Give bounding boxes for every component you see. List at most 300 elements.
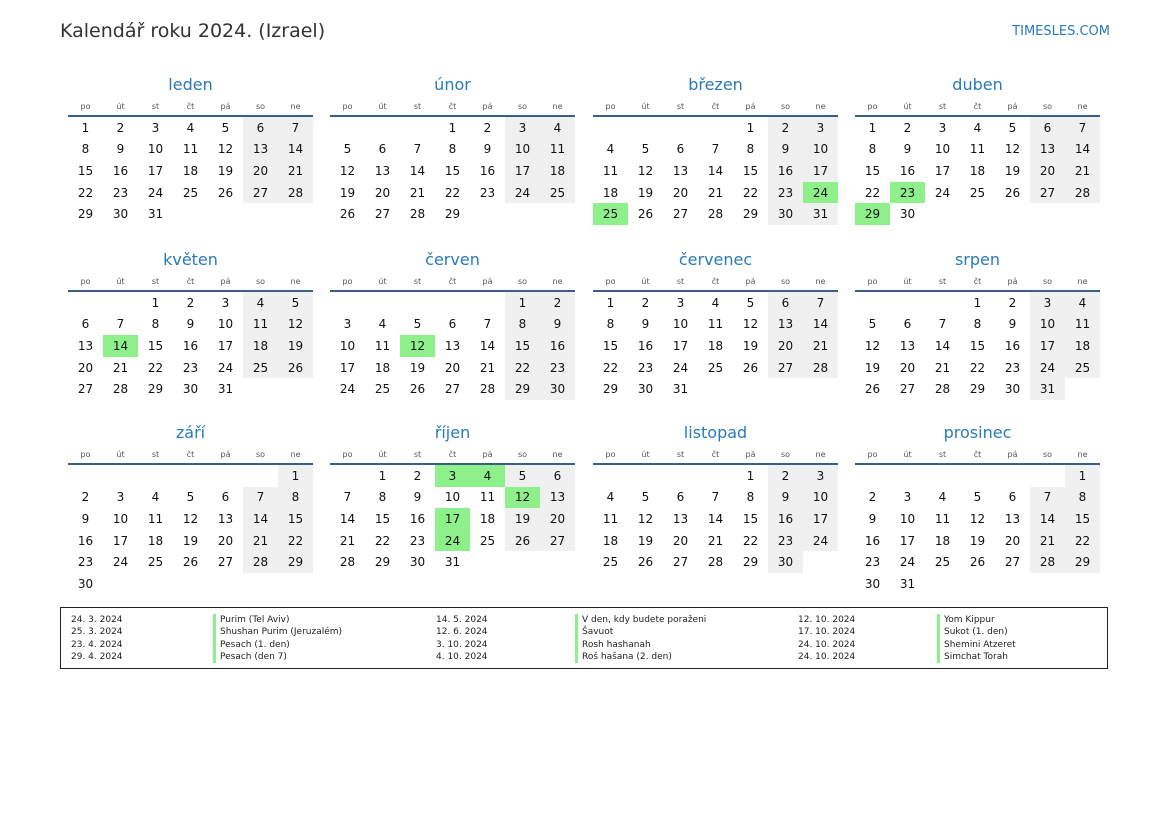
weekday-header: so bbox=[505, 445, 540, 464]
day-cell: 5 bbox=[868, 317, 877, 332]
day-cell: 13 bbox=[672, 163, 689, 178]
weekday-header: pá bbox=[995, 272, 1030, 291]
day-cell: 29 bbox=[855, 203, 890, 225]
legend-holiday-name: Pesach (1. den) bbox=[220, 639, 290, 650]
day-cell: 24 bbox=[934, 185, 951, 200]
empty-cell bbox=[208, 573, 243, 595]
site-link[interactable]: TIMESLES.COM bbox=[1012, 24, 1110, 39]
day-cell: 15 bbox=[374, 511, 391, 526]
month-table bbox=[855, 97, 1100, 225]
empty-cell bbox=[173, 203, 208, 225]
day-cell: 22 bbox=[374, 533, 391, 548]
legend-date: 17. 10. 2024 bbox=[798, 627, 856, 638]
day-cell: 26 bbox=[969, 555, 986, 570]
day-cell: 4 bbox=[540, 116, 575, 139]
day-cell: 2 bbox=[641, 295, 650, 310]
day-cell: 18 bbox=[540, 160, 575, 182]
weekday-header: út bbox=[365, 272, 400, 291]
weekday-header: st bbox=[400, 97, 435, 116]
day-cell: 4 bbox=[711, 295, 720, 310]
day-cell: 15 bbox=[742, 511, 759, 526]
day-cell: 4 bbox=[151, 490, 160, 505]
month-table bbox=[330, 445, 575, 573]
day-cell: 16 bbox=[182, 338, 199, 353]
day-cell: 18 bbox=[707, 338, 724, 353]
day-cell: 12 bbox=[217, 142, 234, 157]
empty-cell bbox=[995, 203, 1030, 225]
empty-cell bbox=[470, 291, 505, 314]
day-cell: 4 bbox=[1065, 291, 1100, 314]
legend-date: 24. 10. 2024 bbox=[798, 639, 856, 650]
day-cell: 20 bbox=[77, 360, 94, 375]
weekday-header: út bbox=[103, 272, 138, 291]
day-cell: 11 bbox=[969, 142, 986, 157]
day-cell: 21 bbox=[934, 360, 951, 375]
day-cell: 11 bbox=[374, 338, 391, 353]
day-cell: 19 bbox=[505, 508, 540, 530]
day-cell: 12 bbox=[339, 163, 356, 178]
weekday-header: po bbox=[593, 445, 628, 464]
weekday-header: ne bbox=[1065, 272, 1100, 291]
day-cell: 27 bbox=[374, 207, 391, 222]
day-cell: 18 bbox=[182, 163, 199, 178]
day-cell: 13 bbox=[672, 511, 689, 526]
day-cell: 7 bbox=[711, 490, 720, 505]
legend-holiday-name: V den, kdy budete poraženi bbox=[582, 615, 707, 625]
day-cell: 21 bbox=[1065, 160, 1100, 182]
day-cell: 23 bbox=[890, 182, 925, 204]
month-10 bbox=[330, 421, 575, 573]
empty-cell bbox=[68, 464, 103, 487]
month-table bbox=[855, 272, 1100, 400]
day-cell: 9 bbox=[768, 487, 803, 509]
weekday-header: ne bbox=[278, 445, 313, 464]
day-cell: 28 bbox=[1065, 182, 1100, 204]
day-cell: 9 bbox=[413, 490, 422, 505]
day-cell: 29 bbox=[77, 207, 94, 222]
day-cell: 22 bbox=[147, 360, 164, 375]
empty-cell bbox=[278, 573, 313, 595]
weekday-header: čt bbox=[435, 445, 470, 464]
day-cell: 25 bbox=[540, 182, 575, 204]
day-cell: 8 bbox=[151, 317, 160, 332]
month-table bbox=[68, 272, 313, 400]
weekday-header: po bbox=[855, 445, 890, 464]
day-cell: 5 bbox=[278, 291, 313, 314]
day-cell: 3 bbox=[343, 317, 352, 332]
day-cell: 28 bbox=[409, 207, 426, 222]
day-cell: 27 bbox=[540, 530, 575, 552]
day-cell: 2 bbox=[413, 468, 422, 483]
day-cell: 11 bbox=[147, 511, 164, 526]
weekday-header: čt bbox=[960, 445, 995, 464]
legend-date: 14. 5. 2024 bbox=[436, 615, 488, 625]
day-cell: 29 bbox=[742, 207, 759, 222]
day-cell: 4 bbox=[243, 291, 278, 314]
day-cell: 12 bbox=[400, 335, 435, 357]
day-cell: 16 bbox=[768, 508, 803, 530]
month-name: leden bbox=[168, 75, 213, 94]
day-cell: 10 bbox=[147, 142, 164, 157]
weekday-header: ne bbox=[803, 97, 838, 116]
empty-cell bbox=[435, 291, 470, 314]
weekday-header: út bbox=[890, 272, 925, 291]
weekday-header: pá bbox=[208, 272, 243, 291]
day-cell: 19 bbox=[969, 533, 986, 548]
day-cell: 17 bbox=[339, 360, 356, 375]
weekday-header: út bbox=[365, 445, 400, 464]
day-cell: 17 bbox=[672, 338, 689, 353]
day-cell: 5 bbox=[221, 120, 230, 135]
month-11 bbox=[593, 421, 838, 573]
empty-cell bbox=[1030, 464, 1065, 487]
day-cell: 24 bbox=[672, 360, 689, 375]
day-cell: 7 bbox=[483, 317, 492, 332]
weekday-header: po bbox=[855, 272, 890, 291]
empty-cell bbox=[138, 464, 173, 487]
empty-cell bbox=[803, 378, 838, 400]
day-cell: 24 bbox=[147, 185, 164, 200]
weekday-header: čt bbox=[173, 445, 208, 464]
day-cell: 23 bbox=[637, 360, 654, 375]
day-cell: 5 bbox=[1008, 120, 1017, 135]
day-cell: 2 bbox=[903, 120, 912, 135]
month-8 bbox=[855, 248, 1100, 400]
month-table bbox=[593, 272, 838, 400]
day-cell: 26 bbox=[182, 555, 199, 570]
weekday-header: ne bbox=[278, 272, 313, 291]
day-cell: 1 bbox=[151, 295, 160, 310]
month-name: srpen bbox=[954, 250, 1001, 269]
day-cell: 18 bbox=[374, 360, 391, 375]
day-cell: 9 bbox=[81, 511, 90, 526]
day-cell: 29 bbox=[969, 382, 986, 397]
day-cell: 30 bbox=[899, 207, 916, 222]
day-cell: 10 bbox=[803, 139, 838, 161]
day-cell: 13 bbox=[1030, 139, 1065, 161]
month-6 bbox=[330, 248, 575, 400]
weekday-header: so bbox=[1030, 445, 1065, 464]
day-cell: 7 bbox=[343, 490, 352, 505]
empty-cell bbox=[698, 116, 733, 139]
weekday-header: po bbox=[330, 97, 365, 116]
day-cell: 7 bbox=[938, 317, 947, 332]
day-cell: 29 bbox=[742, 555, 759, 570]
day-cell: 13 bbox=[444, 338, 461, 353]
day-cell: 18 bbox=[934, 533, 951, 548]
day-cell: 17 bbox=[803, 508, 838, 530]
month-table bbox=[855, 445, 1100, 595]
day-cell: 25 bbox=[969, 185, 986, 200]
legend-date: 12. 6. 2024 bbox=[436, 627, 488, 638]
day-cell: 1 bbox=[973, 295, 982, 310]
day-cell: 19 bbox=[182, 533, 199, 548]
day-cell: 30 bbox=[1004, 382, 1021, 397]
day-cell: 5 bbox=[505, 464, 540, 487]
empty-cell bbox=[855, 291, 890, 314]
month-9 bbox=[68, 421, 313, 595]
day-cell: 25 bbox=[1065, 357, 1100, 379]
day-cell: 8 bbox=[606, 317, 615, 332]
day-cell: 4 bbox=[606, 142, 615, 157]
weekday-header: čt bbox=[435, 97, 470, 116]
day-cell: 5 bbox=[973, 490, 982, 505]
day-cell: 16 bbox=[479, 163, 496, 178]
day-cell: 14 bbox=[409, 163, 426, 178]
day-cell: 10 bbox=[217, 317, 234, 332]
weekday-header: po bbox=[330, 445, 365, 464]
month-table bbox=[68, 97, 313, 225]
day-cell: 10 bbox=[672, 317, 689, 332]
day-cell: 26 bbox=[637, 207, 654, 222]
day-cell: 21 bbox=[707, 533, 724, 548]
day-cell: 7 bbox=[116, 317, 125, 332]
day-cell: 8 bbox=[448, 142, 457, 157]
day-cell: 21 bbox=[803, 335, 838, 357]
empty-cell bbox=[138, 573, 173, 595]
day-cell: 11 bbox=[934, 511, 951, 526]
day-cell: 16 bbox=[1004, 338, 1021, 353]
empty-cell bbox=[768, 378, 803, 400]
empty-cell bbox=[890, 464, 925, 487]
weekday-header: čt bbox=[698, 272, 733, 291]
month-name: listopad bbox=[683, 423, 748, 442]
day-cell: 15 bbox=[969, 338, 986, 353]
day-cell: 23 bbox=[182, 360, 199, 375]
day-cell: 20 bbox=[672, 533, 689, 548]
empty-cell bbox=[278, 378, 313, 400]
day-cell: 9 bbox=[1008, 317, 1017, 332]
day-cell: 1 bbox=[378, 468, 387, 483]
weekday-header: ne bbox=[540, 97, 575, 116]
day-cell: 3 bbox=[803, 464, 838, 487]
weekday-header: út bbox=[103, 445, 138, 464]
day-cell: 17 bbox=[217, 338, 234, 353]
day-cell: 21 bbox=[707, 185, 724, 200]
empty-cell bbox=[1065, 378, 1100, 400]
day-cell: 21 bbox=[339, 533, 356, 548]
day-cell: 9 bbox=[116, 142, 125, 157]
day-cell: 30 bbox=[540, 378, 575, 400]
day-cell: 15 bbox=[864, 163, 881, 178]
weekday-header: st bbox=[925, 97, 960, 116]
day-cell: 25 bbox=[479, 533, 496, 548]
day-cell: 13 bbox=[243, 139, 278, 161]
day-cell: 3 bbox=[151, 120, 160, 135]
day-cell: 21 bbox=[243, 530, 278, 552]
day-cell: 13 bbox=[768, 314, 803, 336]
month-2 bbox=[330, 73, 575, 225]
month-3 bbox=[593, 73, 838, 225]
weekday-header: čt bbox=[698, 445, 733, 464]
day-cell: 19 bbox=[278, 335, 313, 357]
day-cell: 21 bbox=[409, 185, 426, 200]
empty-cell bbox=[365, 116, 400, 139]
month-table bbox=[593, 445, 838, 573]
day-cell: 28 bbox=[278, 182, 313, 204]
day-cell: 27 bbox=[1004, 555, 1021, 570]
empty-cell bbox=[890, 291, 925, 314]
weekday-header: čt bbox=[173, 97, 208, 116]
day-cell: 11 bbox=[479, 490, 496, 505]
day-cell: 8 bbox=[81, 142, 90, 157]
weekday-header: st bbox=[138, 445, 173, 464]
day-cell: 11 bbox=[707, 317, 724, 332]
weekday-header: po bbox=[330, 272, 365, 291]
day-cell: 6 bbox=[676, 142, 685, 157]
day-cell: 1 bbox=[1065, 464, 1100, 487]
day-cell: 16 bbox=[540, 335, 575, 357]
day-cell: 1 bbox=[81, 120, 90, 135]
day-cell: 15 bbox=[742, 163, 759, 178]
day-cell: 20 bbox=[444, 360, 461, 375]
weekday-header: pá bbox=[208, 97, 243, 116]
empty-cell bbox=[960, 464, 995, 487]
day-cell: 10 bbox=[934, 142, 951, 157]
weekday-header: pá bbox=[470, 445, 505, 464]
day-cell: 31 bbox=[444, 555, 461, 570]
month-table bbox=[330, 272, 575, 400]
day-cell: 24 bbox=[803, 530, 838, 552]
day-cell: 3 bbox=[803, 116, 838, 139]
day-cell: 5 bbox=[343, 142, 352, 157]
day-cell: 10 bbox=[1030, 314, 1065, 336]
month-name: únor bbox=[434, 75, 471, 94]
day-cell: 15 bbox=[278, 508, 313, 530]
day-cell: 28 bbox=[479, 382, 496, 397]
empty-cell bbox=[505, 551, 540, 573]
day-cell: 31 bbox=[672, 382, 689, 397]
empty-cell bbox=[400, 116, 435, 139]
day-cell: 22 bbox=[505, 357, 540, 379]
day-cell: 31 bbox=[147, 207, 164, 222]
day-cell: 16 bbox=[409, 511, 426, 526]
day-cell: 11 bbox=[602, 511, 619, 526]
day-cell: 3 bbox=[221, 295, 230, 310]
day-cell: 17 bbox=[505, 160, 540, 182]
day-cell: 13 bbox=[899, 338, 916, 353]
day-cell: 19 bbox=[637, 533, 654, 548]
weekday-header: ne bbox=[803, 272, 838, 291]
legend-date: 25. 3. 2024 bbox=[71, 627, 123, 638]
day-cell: 30 bbox=[768, 203, 803, 225]
weekday-header: čt bbox=[960, 272, 995, 291]
day-cell: 1 bbox=[746, 468, 755, 483]
weekday-header: st bbox=[400, 445, 435, 464]
day-cell: 22 bbox=[278, 530, 313, 552]
legend-date: 29. 4. 2024 bbox=[71, 651, 123, 662]
day-cell: 29 bbox=[505, 378, 540, 400]
day-cell: 13 bbox=[217, 511, 234, 526]
day-cell: 31 bbox=[899, 576, 916, 591]
weekday-header: st bbox=[400, 272, 435, 291]
weekday-header: čt bbox=[435, 272, 470, 291]
day-cell: 25 bbox=[374, 382, 391, 397]
day-cell: 4 bbox=[938, 490, 947, 505]
day-cell: 29 bbox=[374, 555, 391, 570]
weekday-header: so bbox=[1030, 97, 1065, 116]
day-cell: 28 bbox=[707, 207, 724, 222]
day-cell: 17 bbox=[435, 508, 470, 530]
day-cell: 23 bbox=[409, 533, 426, 548]
day-cell: 17 bbox=[899, 533, 916, 548]
day-cell: 14 bbox=[479, 338, 496, 353]
day-cell: 19 bbox=[217, 163, 234, 178]
empty-cell bbox=[330, 464, 365, 487]
page-title: Kalendář roku 2024. (Izrael) bbox=[60, 20, 326, 42]
day-cell: 23 bbox=[540, 357, 575, 379]
day-cell: 14 bbox=[278, 139, 313, 161]
day-cell: 28 bbox=[707, 555, 724, 570]
day-cell: 25 bbox=[147, 555, 164, 570]
empty-cell bbox=[1030, 573, 1065, 595]
legend-date: 23. 4. 2024 bbox=[71, 639, 123, 650]
weekday-header: st bbox=[663, 272, 698, 291]
weekday-header: ne bbox=[1065, 97, 1100, 116]
day-cell: 27 bbox=[672, 555, 689, 570]
weekday-header: po bbox=[68, 97, 103, 116]
day-cell: 2 bbox=[768, 116, 803, 139]
day-cell: 27 bbox=[672, 207, 689, 222]
weekday-header: so bbox=[768, 445, 803, 464]
weekday-header: st bbox=[925, 272, 960, 291]
month-7 bbox=[593, 248, 838, 400]
day-cell: 22 bbox=[969, 360, 986, 375]
weekday-header: so bbox=[243, 272, 278, 291]
day-cell: 6 bbox=[1030, 116, 1065, 139]
day-cell: 24 bbox=[112, 555, 129, 570]
day-cell: 20 bbox=[899, 360, 916, 375]
day-cell: 11 bbox=[540, 139, 575, 161]
day-cell: 5 bbox=[641, 490, 650, 505]
day-cell: 7 bbox=[243, 487, 278, 509]
day-cell: 2 bbox=[81, 490, 90, 505]
legend-holiday-name: Pesach (den 7) bbox=[220, 651, 287, 662]
empty-cell bbox=[925, 203, 960, 225]
day-cell: 27 bbox=[77, 382, 94, 397]
day-cell: 17 bbox=[112, 533, 129, 548]
day-cell: 19 bbox=[339, 185, 356, 200]
day-cell: 26 bbox=[505, 530, 540, 552]
empty-cell bbox=[995, 573, 1030, 595]
day-cell: 21 bbox=[112, 360, 129, 375]
empty-cell bbox=[365, 291, 400, 314]
day-cell: 19 bbox=[742, 338, 759, 353]
day-cell: 28 bbox=[339, 555, 356, 570]
weekday-header: ne bbox=[1065, 445, 1100, 464]
weekday-header: po bbox=[855, 97, 890, 116]
legend-holiday-name: Yom Kippur bbox=[944, 615, 995, 625]
weekday-header: út bbox=[628, 272, 663, 291]
day-cell: 30 bbox=[77, 576, 94, 591]
day-cell: 8 bbox=[973, 317, 982, 332]
weekday-header: so bbox=[1030, 272, 1065, 291]
legend-dates-2 bbox=[436, 614, 488, 663]
day-cell: 28 bbox=[112, 382, 129, 397]
day-cell: 14 bbox=[1065, 139, 1100, 161]
weekday-header: po bbox=[68, 445, 103, 464]
legend-holiday-name: Sukot (1. den) bbox=[944, 627, 1008, 638]
day-cell: 6 bbox=[676, 490, 685, 505]
day-cell: 21 bbox=[479, 360, 496, 375]
day-cell: 10 bbox=[112, 511, 129, 526]
day-cell: 3 bbox=[903, 490, 912, 505]
day-cell: 28 bbox=[803, 357, 838, 379]
day-cell: 3 bbox=[1030, 291, 1065, 314]
day-cell: 26 bbox=[217, 185, 234, 200]
day-cell: 26 bbox=[637, 555, 654, 570]
day-cell: 8 bbox=[1065, 487, 1100, 509]
